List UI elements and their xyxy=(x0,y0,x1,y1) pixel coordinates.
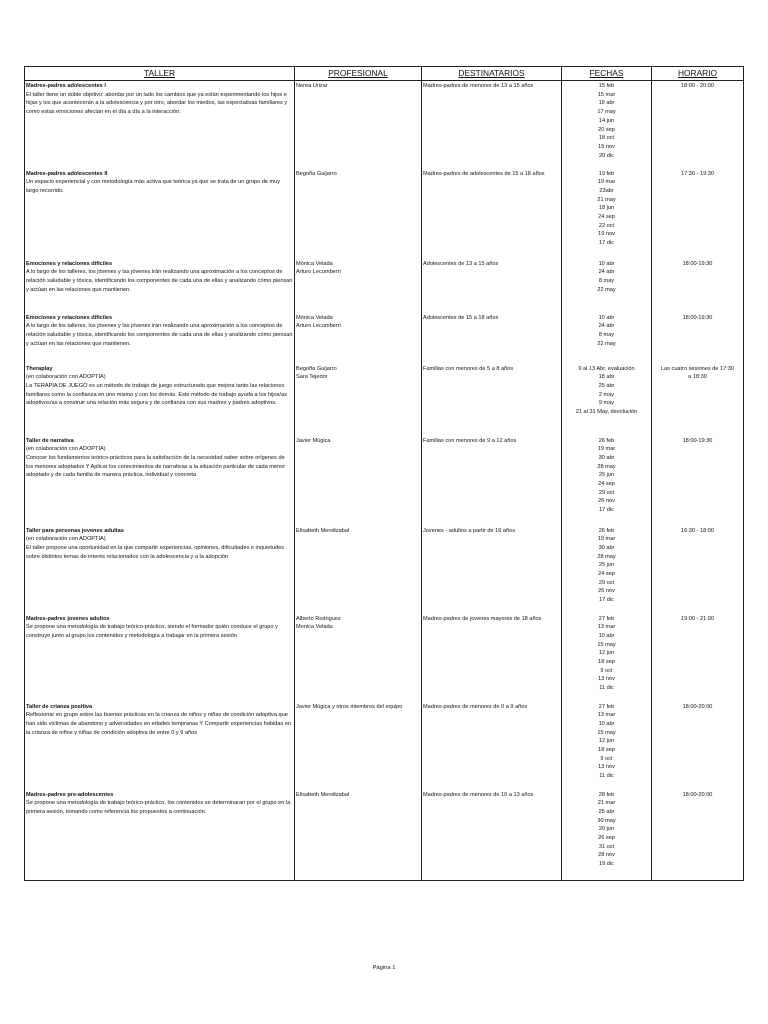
header-taller: TALLER xyxy=(25,67,295,81)
workshop-description: Reflexionar en grupo sobre las buenas prácticas en la crianza de niños y niñas de condición adoptiva que han sido victimas de abandono y adversidades en edades tempranas Y Compartir experiencias habidas en la crianza de niños y niñas de condición adoptiva de entre 0 y 9 años xyxy=(26,712,292,736)
workshop-title: Madres-padres jovenes adultos xyxy=(26,615,110,622)
workshop-description: Se propone una metodología de trabajo teórico-práctico, los contenidos se determinaran por el grupo en la primera sesión, tomando como referencia los propuestos a continuación. xyxy=(26,800,291,815)
horario-cell: 18:00-19:30 xyxy=(652,313,744,364)
header-destinatarios: DESTINATARIOS xyxy=(422,67,562,81)
horario-cell: 18:00 - 20:00 xyxy=(652,81,744,169)
workshop-description: A lo largo de los talleres, los jóvenes y las jóvenes irán realizando una aproximación a los conceptos de relación saludable y tóxica, identificando los componentes de cada una de ellas y analizando cómo piensan y actúan en las relaciones que mantienen. xyxy=(26,269,293,293)
destinatarios-cell: Madres-padres de menores de 0 a 9 años xyxy=(422,702,562,790)
workshop-title: Emociones y relaciones difíciles xyxy=(26,314,113,321)
taller-cell xyxy=(25,169,295,259)
destinatarios-cell: Madres-padres de menores de 10 a 13 años xyxy=(422,790,562,881)
workshop-description: (en colaboración con ADOPTIA) La TERAPIA DE JUEGO es un método de trabajo de juego estructurado que mejora tanto las relaciones familiares como la confianza en uno mismo y con los demás. Este método de trabajo ayuda a los hijos/as adoptivos/as a construir una relación más segura y de confianza con sus madres y padres adoptivos. xyxy=(26,374,287,407)
fechas-cell: 26 feb 19 mar 30 abr 28 may 25 jun 24 sep 29 oct 26 nov 17 dic xyxy=(562,436,652,526)
destinatarios-cell: Adolescentes de 13 a 15 años xyxy=(422,259,562,313)
destinatarios-cell: Familias con menores de 5 a 8 años xyxy=(422,364,562,436)
fechas-cell: 26 feb 19 mar 30 abr 28 may 25 jun 24 sep 29 oct 26 nov 17 dic xyxy=(562,526,652,614)
taller-cell xyxy=(25,790,295,881)
table-row xyxy=(25,364,744,436)
workshop-schedule-table xyxy=(24,66,744,881)
profesional-cell: Begoña Guijarro xyxy=(295,169,422,259)
taller-cell xyxy=(25,313,295,364)
horario-cell: 19:00 - 21:00 xyxy=(652,614,744,702)
horario-cell: 18:00-20:00 xyxy=(652,702,744,790)
profesional-cell: Elisabeth Mendizabal xyxy=(295,790,422,881)
workshop-description: (en colaboración con ADOPTIA) Conocer los fundamentos teórico-prácticos para la satisfacción de la necesidad saber sobre orígenes de los menores adoptados Y Aplicar los conocimientos de narrativas a la situación particular de cada menor adoptado y de cada familia de manera práctica, individual y concreta xyxy=(26,446,286,479)
table-row xyxy=(25,702,744,790)
workshop-description: Se propone una metodología de trabajo teórico-práctico, siendo el formador quién conduce el grupo y construye junto al grupo los contenidos y metodología a trabajar en la primera sesión xyxy=(26,624,278,639)
workshop-description: Un espacio experiencial y con metodología más activa que teórica ya que se trata de un grupo de muy largo recorrido. xyxy=(26,179,281,194)
profesional-cell: Nerea Urizar xyxy=(295,81,422,169)
taller-cell xyxy=(25,364,295,436)
workshop-description: (en colaboración con ADOPTIA) El taller propone una oportunidad en la que compartir experiencias, opiniones, dificultades e inquietudes sobre distintos temas de interés relacionados con la adolescencia y a la adopción xyxy=(26,536,285,560)
taller-cell xyxy=(25,702,295,790)
workshop-title: Madres-padres adolescentes II xyxy=(26,170,108,177)
profesional-cell: Mónica Velada Arturo Lecumberri xyxy=(295,313,422,364)
taller-cell xyxy=(25,259,295,313)
fechas-cell: 27 feb 13 mar 10 abr 15 may 12 jun 18 sep 9 oct 13 nov 11 dic xyxy=(562,614,652,702)
horario-cell: 16:30 - 18:00 xyxy=(652,526,744,614)
workshop-title: Theraplay xyxy=(26,365,53,372)
fechas-cell: 28 feb 21 mar 25 abr 30 may 20 jun 26 sep 31 oct 28 nov 19 dic xyxy=(562,790,652,881)
workshop-title: Emociones y relaciones difíciles xyxy=(26,260,113,267)
workshop-title: Taller para personas jovenes adultas xyxy=(26,527,124,534)
fechas-cell: 15 feb 15 mar 19 abr 17 may 14 jun 20 sep 18 oct 15 nov 20 dic xyxy=(562,81,652,169)
table-row xyxy=(25,526,744,614)
table-row xyxy=(25,436,744,526)
table-header-row xyxy=(25,67,744,81)
fechas-cell: 9 al 13 Abr, evaluación 18 abr 25 abr 2 may 9 may 21 al 31 May, devolución xyxy=(562,364,652,436)
workshop-description: A lo largo de los talleres, los jóvenes y las jóvenes irán realizando una aproximación a los conceptos de relación saludable y tóxica, identificando los componentes de cada una de ellas y analizando cómo piensan y actúan en las relaciones que mantienen. xyxy=(26,323,293,347)
destinatarios-cell: Familias con menores de 9 a 12 años xyxy=(422,436,562,526)
taller-cell xyxy=(25,81,295,169)
destinatarios-cell: Madres-padres de menores de 13 a 15 años xyxy=(422,81,562,169)
profesional-cell: Javier Múgica y otros miembros del equipo xyxy=(295,702,422,790)
table-row xyxy=(25,313,744,364)
profesional-cell: Javier Múgica xyxy=(295,436,422,526)
workshop-title: Madres-padres adolescentes I xyxy=(26,83,106,89)
destinatarios-cell: Adolescentes de 15 a 18 años xyxy=(422,313,562,364)
workshop-title: Taller de narrativa xyxy=(26,437,74,444)
horario-cell: 18:00-19:30 xyxy=(652,436,744,526)
profesional-cell: Begoña Guijarro Sara Tejedor xyxy=(295,364,422,436)
horario-cell: 17:30 - 19:30 xyxy=(652,169,744,259)
header-profesional: PROFESIONAL xyxy=(295,67,422,81)
table-row xyxy=(25,614,744,702)
profesional-cell: Mónica Velada Arturo Lecumberri xyxy=(295,259,422,313)
profesional-cell: Alberto Rodriguez Monica Velada xyxy=(295,614,422,702)
destinatarios-cell: Madres-padres de adolescentes de 15 a 18 años xyxy=(422,169,562,259)
horario-cell: 18:00-20:00 xyxy=(652,790,744,881)
fechas-cell: 10 abr 24 abr 8 may 22 may xyxy=(562,259,652,313)
table-row xyxy=(25,81,744,169)
header-fechas: FECHAS xyxy=(562,67,652,81)
fechas-cell: 10 abr 24 abr 8 may 22 may xyxy=(562,313,652,364)
header-horario: HORARIO xyxy=(652,67,744,81)
workshop-title: Taller de crianza positiva xyxy=(26,703,93,710)
horario-cell: 18:00-19:30 xyxy=(652,259,744,313)
fechas-cell: 19 feb 19 mar 23abr 21 may 18 jun 24 sep 22 oct 19 nov 17 dic xyxy=(562,169,652,259)
horario-cell: Las cuatro sesiones de 17:30 a 18:30 xyxy=(652,364,744,436)
table-body xyxy=(25,81,744,881)
destinatarios-cell: Madres-padres de jovenes mayores de 18 años xyxy=(422,614,562,702)
table-row xyxy=(25,169,744,259)
taller-cell xyxy=(25,436,295,526)
taller-cell xyxy=(25,614,295,702)
table-row xyxy=(25,790,744,881)
page-number: Página 1 xyxy=(372,965,396,971)
table-row xyxy=(25,259,744,313)
destinatarios-cell: Jovenes - adultos a partir de 16 años xyxy=(422,526,562,614)
workshop-description: El taller tiene un doble objetivo: abordar por un lado los cambios que ya están experimentando los hijos e hijas y los que acontecerán a la adolescencia y por otro, abordar los miedos, las expectativas familiares y como estas emociones afectan en el día a día a la interacción. xyxy=(26,91,288,116)
profesional-cell: Elisabeth Mendizabal xyxy=(295,526,422,614)
workshop-title: Madres-padres pre-adolescentes xyxy=(26,791,114,798)
fechas-cell: 27 feb 13 mar 10 abr 15 may 12 jun 18 sep 9 oct 13 nov 11 dic xyxy=(562,702,652,790)
taller-cell xyxy=(25,526,295,614)
